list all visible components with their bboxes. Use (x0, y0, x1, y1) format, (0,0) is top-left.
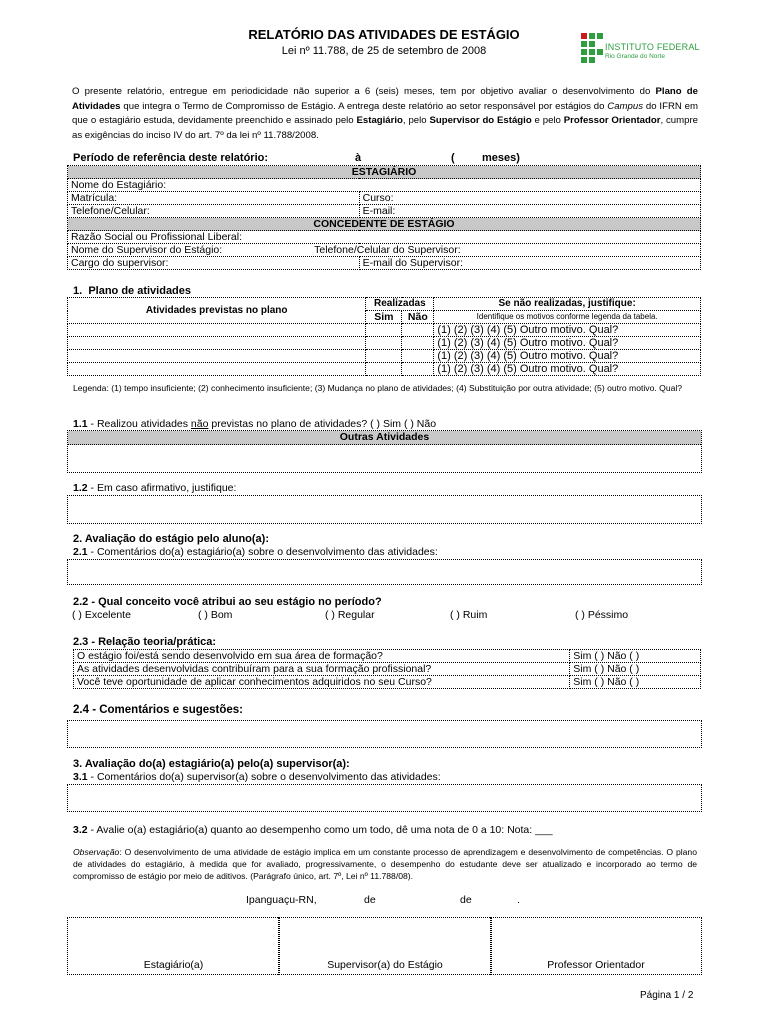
question-3-1 (73, 771, 441, 783)
curso-field[interactable]: Curso: (359, 192, 700, 205)
observation-text: : O desenvolvimento de uma atividade de estágio implica em um constante processo de aprendizagem e desenvolvimento de competências. O plano de atividades do estagiário, à medida que for avaliado, progressivamente, o desempenho do estudante deve ser atualizado e incorporado ao termo de compromisso de estágio por meio de aditivos. (Parágrafo único, art. 7º, Lei nº 11.788/08). (73, 847, 697, 881)
date-de-2: de (460, 894, 472, 906)
intro-text: , pelo (402, 115, 430, 126)
intro-paragraph (72, 85, 698, 143)
telefone-field[interactable]: Telefone/Celular: (68, 205, 360, 218)
sim-cell[interactable] (366, 324, 402, 337)
question-1-2 (73, 482, 236, 494)
teoria-answer[interactable]: Sim ( ) Não ( ) (570, 663, 701, 676)
period-meses: meses) (482, 152, 520, 164)
nao-cell[interactable] (402, 350, 434, 363)
teoria-answer[interactable]: Sim ( ) Não ( ) (570, 650, 701, 663)
observation-note (73, 846, 697, 882)
signature-supervisor[interactable] (278, 917, 492, 975)
question-1-1-options[interactable]: previstas no plano de atividades? ( ) Sim ( ) Não (208, 418, 437, 430)
atividade-cell[interactable] (68, 337, 366, 350)
activities-table (67, 297, 701, 376)
option-bom[interactable]: ( ) Bom (198, 609, 233, 621)
motivo-cell[interactable]: (1) (2) (3) (4) (5) Outro motivo. Qual? (434, 324, 701, 337)
teoria-pratica-table (73, 649, 701, 689)
question-2-1-text: - Comentários do(a) estagiário(a) sobre o desenvolvimento das atividades: (87, 546, 438, 558)
section-1-title: Plano de atividades (88, 285, 192, 297)
question-2-3 (73, 636, 216, 648)
question-2-4-number: 2.4 (73, 704, 89, 716)
justifique-box[interactable] (67, 495, 702, 524)
table-row (68, 363, 701, 376)
question-3-2-number: 3.2 (73, 824, 88, 836)
nao-cell[interactable] (402, 363, 434, 376)
intro-bold-plano: Plano de Atividades (72, 86, 698, 112)
period-a: à (355, 152, 362, 164)
teoria-question: As atividades desenvolvidas contribuíram para a sua formação profissional? (74, 663, 570, 676)
col-realizadas: Realizadas (366, 298, 434, 311)
sim-cell[interactable] (366, 337, 402, 350)
intro-text: que integra o Termo de Compromisso de Estágio. A entrega deste relatório ao setor responsável por estágios do (120, 100, 608, 112)
law-reference: Lei nº 11.788, de 25 de setembro de 2008 (281, 45, 487, 57)
question-1-1 (73, 418, 436, 430)
sim-cell[interactable] (366, 363, 402, 376)
table-row (68, 337, 701, 350)
concedente-header: CONCEDENTE DE ESTÁGIO (68, 218, 701, 231)
observation-label: Observação (73, 847, 120, 857)
option-ruim[interactable]: ( ) Ruim (450, 609, 488, 621)
section-2-heading: 2. Avaliação do estágio pelo aluno(a): (73, 533, 270, 545)
question-1-2-text: - Em caso afirmativo, justifique: (87, 482, 237, 494)
intro-bold-professor: Professor Orientador (563, 115, 661, 126)
supervisor-phone-field[interactable]: Telefone/Celular do Supervisor: (359, 244, 700, 257)
section-1-number: 1. (73, 285, 83, 297)
nao-cell[interactable] (402, 324, 434, 337)
motivo-cell[interactable]: (1) (2) (3) (4) (5) Outro motivo. Qual? (434, 337, 701, 350)
table-row (74, 676, 701, 689)
teoria-question: O estágio foi/está sendo desenvolvido em sua área de formação? (74, 650, 570, 663)
identification-table (67, 165, 701, 270)
question-2-1 (73, 546, 438, 558)
table-row (74, 663, 701, 676)
intro-italic-campus: Campus (607, 100, 644, 112)
question-3-2[interactable] (73, 824, 553, 836)
question-2-3-number: 2.3 (73, 636, 89, 648)
question-2-4-text: - Comentários e sugestões: (89, 704, 244, 716)
signature-estagiario-label: Estagiário(a) (143, 959, 204, 971)
ifrn-logo-icon (581, 33, 607, 63)
question-1-1-underlined: não (190, 418, 209, 430)
supervisor-email-field[interactable]: E-mail do Supervisor: (359, 257, 700, 270)
date-de-1: de (364, 894, 376, 906)
intro-text: do IFRN em que o estagiário estuda, devidamente preenchido e assinado pelo (72, 100, 698, 126)
atividade-cell[interactable] (68, 363, 366, 376)
col-sim: Sim (366, 311, 402, 324)
outras-atividades-header: Outras Atividades (68, 431, 701, 445)
atividade-cell[interactable] (68, 324, 366, 337)
outras-atividades-box[interactable] (67, 430, 702, 473)
question-1-1-number: 1.1 (73, 418, 88, 430)
motivo-cell[interactable]: (1) (2) (3) (4) (5) Outro motivo. Qual? (434, 350, 701, 363)
signature-estagiario[interactable] (67, 917, 280, 975)
question-2-1-number: 2.1 (73, 546, 88, 558)
col-justifique: Se não realizadas, justifique: (434, 298, 701, 311)
question-1-1-text: - Realizou atividades (87, 418, 191, 430)
matricula-field[interactable]: Matrícula: (68, 192, 360, 205)
table-row (68, 350, 701, 363)
question-3-1-number: 3.1 (73, 771, 88, 783)
signature-supervisor-label: Supervisor(a) do Estágio (327, 959, 443, 971)
comentarios-supervisor-box[interactable] (67, 784, 702, 812)
option-pessimo[interactable]: ( ) Péssimo (575, 609, 629, 621)
option-excelente[interactable]: ( ) Excelente (72, 609, 131, 621)
estagiario-header: ESTAGIÁRIO (68, 166, 701, 179)
table-row (74, 650, 701, 663)
logo-subtitle: Rio Grande do Norte (605, 53, 665, 60)
intro-bold-estagiario: Estagiário (356, 115, 403, 126)
cargo-field[interactable]: Cargo do supervisor: (68, 257, 360, 270)
question-2-4 (73, 704, 243, 716)
email-field[interactable]: E-mail: (359, 205, 700, 218)
option-regular[interactable]: ( ) Regular (325, 609, 375, 621)
section-3-heading: 3. Avaliação do(a) estagiário(a) pelo(a) supervisor(a): (73, 758, 350, 770)
intro-text: e pelo (531, 115, 564, 126)
question-2-2: 2.2 - Qual conceito você atribui ao seu estágio no período? (73, 596, 382, 608)
teoria-answer[interactable]: Sim ( ) Não ( ) (570, 676, 701, 689)
legend: Legenda: (1) tempo insuficiente; (2) conhecimento insuficiente; (3) Mudança no plano de atividades; (4) Substituição por outra atividade; (5) outro motivo. Qual? (73, 383, 683, 393)
comentarios-sugestoes-box[interactable] (67, 720, 702, 748)
question-3-2-text: - Avalie o(a) estagiário(a) quanto ao desempenho como um todo, dê uma nota de 0 a 10: Nota: ___ (87, 824, 553, 836)
razao-social-field[interactable]: Razão Social ou Profissional Liberal: (68, 231, 701, 244)
question-2-3-text: - Relação teoria/prática: (88, 636, 217, 648)
intro-text: O presente relatório, entregue em periodicidade não superior a 6 (seis) meses, tem por objetivo avaliar o desenvolvimento do (72, 86, 656, 97)
question-1-2-number: 1.2 (73, 482, 88, 494)
ifrn-logo (581, 33, 711, 63)
signature-professor-label: Professor Orientador (547, 959, 645, 971)
period-label: Período de referência deste relatório: (73, 152, 269, 164)
atividade-cell[interactable] (68, 350, 366, 363)
col-nao: Não (402, 311, 434, 324)
col-identifique: Identifique os motivos conforme legenda da tabela. (434, 311, 701, 324)
logo-name: INSTITUTO FEDERAL (605, 42, 700, 52)
page-number: Página 1 / 2 (640, 990, 694, 1001)
sim-cell[interactable] (366, 350, 402, 363)
comentarios-estagiario-box[interactable] (67, 559, 702, 585)
nome-estagiario-field[interactable]: Nome do Estagiário: (68, 179, 701, 192)
table-row (68, 324, 701, 337)
date-city: Ipanguaçu-RN, (246, 894, 317, 906)
signature-professor[interactable] (490, 917, 702, 975)
date-period: . (517, 894, 520, 906)
period-paren: ( (451, 152, 455, 164)
supervisor-name-field[interactable]: Nome do Supervisor do Estágio: (68, 244, 360, 257)
document-title: RELATÓRIO DAS ATIVIDADES DE ESTÁGIO (248, 27, 520, 42)
teoria-question: Você teve oportunidade de aplicar conhecimentos adquiridos no seu Curso? (74, 676, 570, 689)
col-atividades: Atividades previstas no plano (68, 298, 366, 324)
intro-bold-supervisor: Supervisor do Estágio (429, 115, 532, 126)
section-1-heading (73, 285, 191, 297)
intro-text: , cumpre as exigências do inciso IV do art. 7º da lei nº 11.788/2008. (72, 115, 698, 141)
question-3-1-text: - Comentários do(a) supervisor(a) sobre o desenvolvimento das atividades: (87, 771, 441, 783)
nao-cell[interactable] (402, 337, 434, 350)
motivo-cell[interactable]: (1) (2) (3) (4) (5) Outro motivo. Qual? (434, 363, 701, 376)
